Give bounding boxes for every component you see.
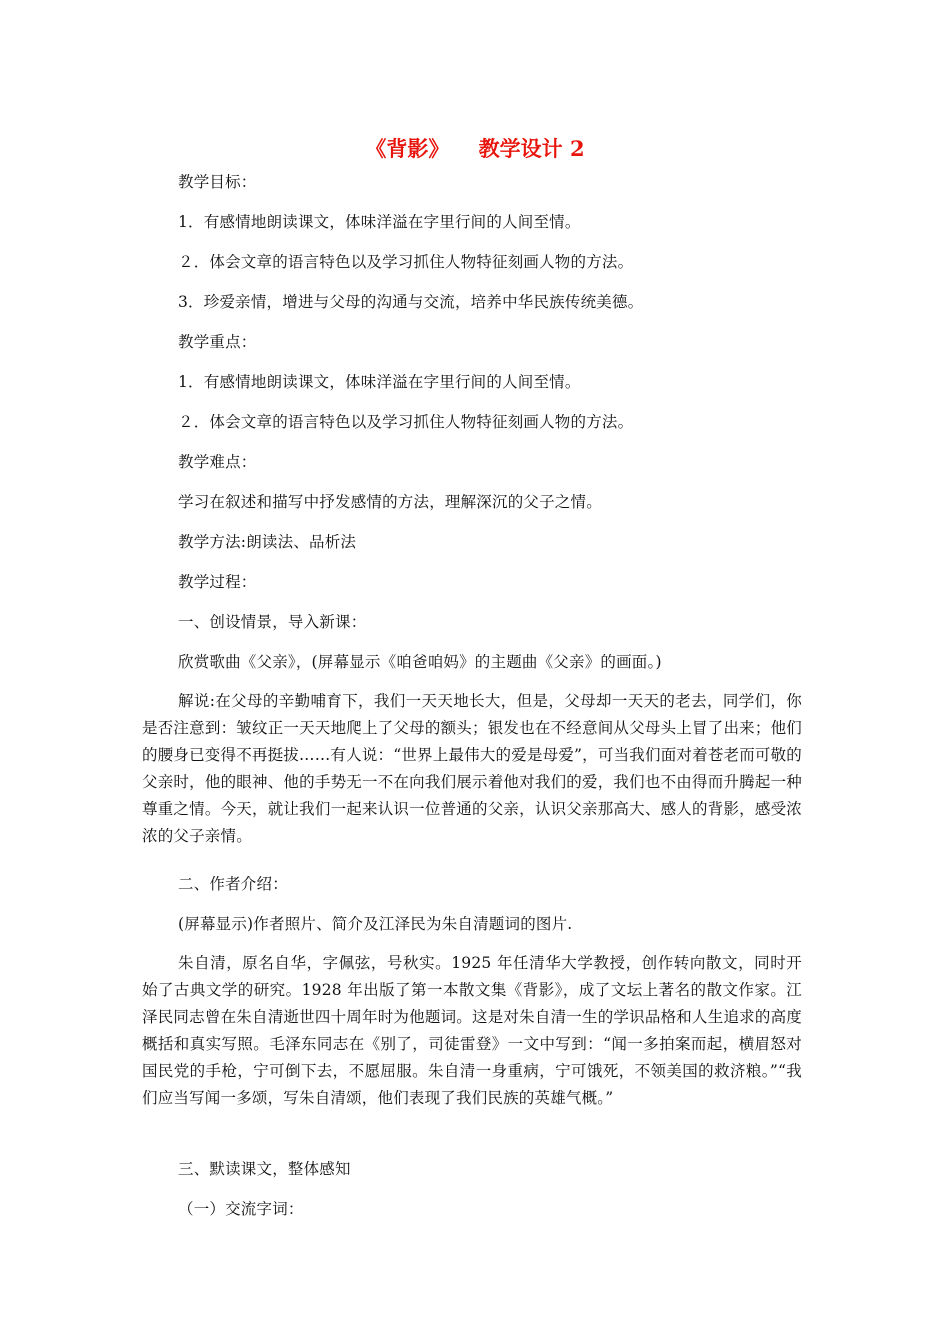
section-3-heading: 三、默读课文，整体感知: [178, 1160, 351, 1178]
objective-item-1: 1．有感情地朗读课文，体味洋溢在字里行间的人间至情。: [178, 213, 581, 231]
section-1-song: 欣赏歌曲《父亲》，(屏幕显示《咱爸咱妈》的主题曲《父亲》的画面。): [178, 653, 662, 671]
section-2-heading: 二、作者介绍：: [178, 875, 288, 893]
objectives-heading: 教学目标：: [178, 173, 257, 191]
key-point-item-2: ２．体会文章的语言特色以及学习抓住人物特征刻画人物的方法。: [178, 413, 634, 431]
objective-item-2: ２．体会文章的语言特色以及学习抓住人物特征刻画人物的方法。: [178, 253, 634, 271]
process-heading: 教学过程：: [178, 573, 257, 591]
section-1-heading: 一、创设情景，导入新课：: [178, 613, 367, 631]
section-2-screen: (屏幕显示)作者照片、简介及江泽民为朱自清题词的图片.: [178, 915, 573, 933]
section-3-sub-1: （一）交流字词：: [178, 1200, 304, 1218]
section-1-commentary: 解说:在父母的辛勤哺育下，我们一天天地长大，但是，父母却一天天的老去，同学们，你是否注意到：皱纹正一天天地爬上了父母的额头；银发也在不经意间从父母头上冒了出来；他们的腰身已变得不再挺拔……有人说：“世界上最伟大的爱是母爱”，可当我们面对着苍老而可敬的父亲时，他的眼神、他的手势无一不在向我们展示着他对我们的爱，我们也不由得而升腾起一种尊重之情。今天，就让我们一起来认识一位普通的父亲，认识父亲那高大、感人的背影，感受浓浓的父子亲情。: [142, 692, 802, 845]
difficulty-text: 学习在叙述和描写中抒发感情的方法，理解深沉的父子之情。: [178, 493, 602, 511]
objective-item-3: 3．珍爱亲情，增进与父母的沟通与交流，培养中华民族传统美德。: [178, 293, 644, 311]
key-point-item-1: 1．有感情地朗读课文，体味洋溢在字里行间的人间至情。: [178, 373, 581, 391]
section-2-bio: 朱自清，原名自华，字佩弦，号秋实。1925 年任清华大学教授，创作转向散文，同时开始了古典文学的研究。1928 年出版了第一本散文集《背影》，成了文坛上著名的散文作家。江泽民同志曾在朱自清逝世四十周年时为他题词。这是对朱自清一生的学识品格和人生追求的高度概括和真实写照。毛泽东同志在《别了，司徒雷登》一文中写到：“闻一多拍案而起，横眉怒对国民党的手枪，宁可倒下去，不愿屈服。朱自清一身重病，宁可饿死，不领美国的救济粮。”“我们应当写闻一多颂，写朱自清颂，他们表现了我们民族的英雄气概。”: [142, 954, 802, 1107]
difficulty-heading: 教学难点：: [178, 453, 257, 471]
teaching-methods: 教学方法:朗读法、品析法: [178, 533, 357, 551]
key-points-heading: 教学重点：: [178, 333, 257, 351]
document-title: 《背影》 教学设计 2: [365, 136, 585, 161]
